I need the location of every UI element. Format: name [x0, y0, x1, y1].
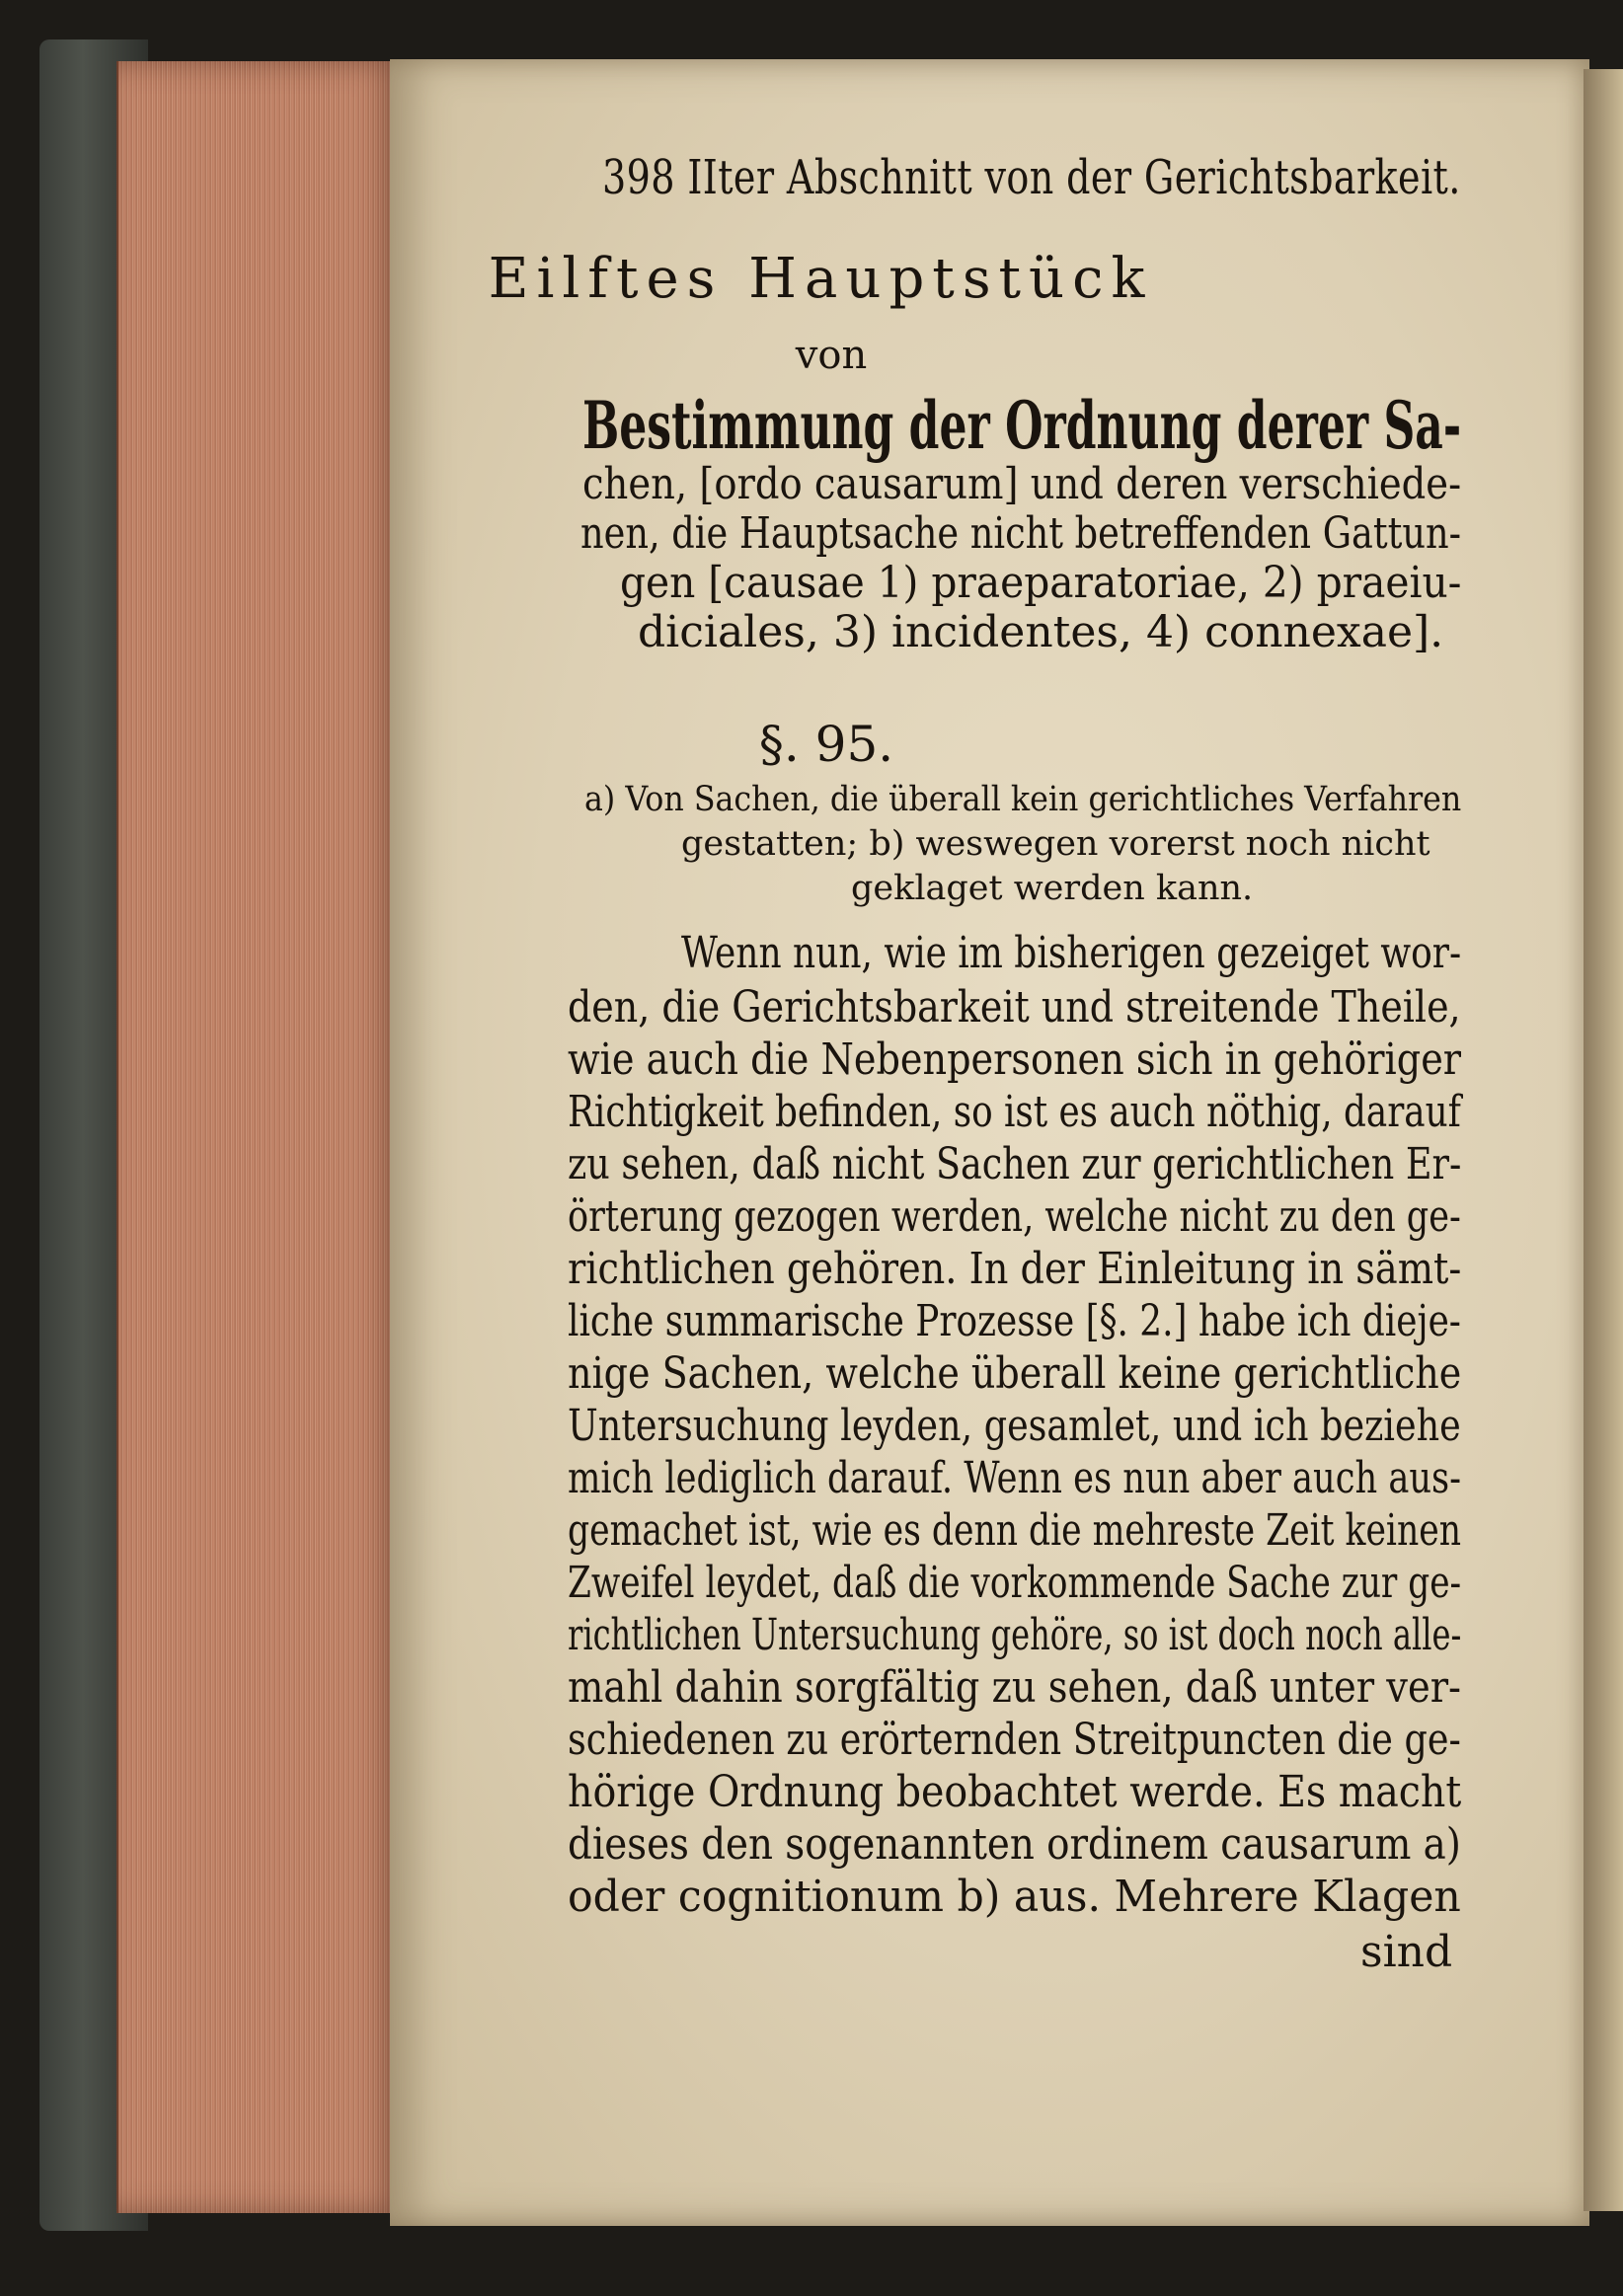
- body-text-line: mahl dahin sorgfältig zu sehen, daß unter ver-: [568, 1662, 1462, 1713]
- body-text-line: gemachet ist, wie es denn die mehreste Zeit keinen: [568, 1505, 1461, 1556]
- body-text-line: richtlichen Untersuchung gehöre, so ist doch noch alle-: [568, 1610, 1462, 1660]
- body-text-line: Wenn nun, wie im bisherigen gezeiget wor-: [681, 928, 1462, 978]
- body-text-line: Untersuchung leyden, gesamlet, und ich beziehe: [568, 1401, 1461, 1451]
- chapter-title-line: Bestimmung der Ordnung derer Sa-: [582, 387, 1462, 464]
- chapter-heading: Eilftes Hauptstück: [488, 247, 1153, 311]
- body-text-line: örterung gezogen werden, welche nicht zu den ge-: [568, 1191, 1461, 1242]
- section-summary-line: geklaget werden kann.: [851, 869, 1254, 908]
- body-text-line: dieses den sogenannten ordinem causarum a): [568, 1819, 1461, 1870]
- page-edges: [116, 61, 405, 2213]
- body-text-line: zu sehen, daß nicht Sachen zur gerichtlichen Er-: [568, 1139, 1462, 1189]
- body-text-line: hörige Ordnung beobachtet werde. Es macht: [568, 1767, 1462, 1817]
- body-text-line: richtlichen gehören. In der Einleitung in sämt-: [568, 1244, 1462, 1294]
- body-text-line: liche summarische Prozesse [§. 2.] habe ich dieje-: [568, 1296, 1461, 1346]
- body-text-line: wie auch die Nebenpersonen sich in gehöriger: [568, 1034, 1462, 1085]
- chapter-title-line: gen [causae 1) praeparatoriae, 2) praeiu-: [620, 558, 1462, 608]
- body-text-line: oder cognitionum b) aus. Mehrere Klagen: [568, 1872, 1461, 1922]
- running-header: 398 IIter Abschnitt von der Gerichtsbarkeit.: [602, 150, 1461, 205]
- body-text-line: schiedenen zu erörternden Streitpuncten die ge-: [568, 1715, 1461, 1765]
- body-text-line: nige Sachen, welche überall keine gerichtliche: [568, 1348, 1462, 1399]
- body-text-line: mich lediglich darauf. Wenn es nun aber auch aus-: [568, 1453, 1462, 1503]
- body-text-line: den, die Gerichtsbarkeit und streitende Theile,: [568, 982, 1461, 1033]
- body-text-line: Zweifel leydet, daß die vorkommende Sache zur ge-: [568, 1558, 1462, 1608]
- section-summary-line: gestatten; b) weswegen vorerst noch nicht: [681, 824, 1430, 864]
- section-number: §. 95.: [758, 716, 894, 773]
- body-text-line: Richtigkeit befinden, so ist es auch nöthig, darauf: [568, 1087, 1461, 1137]
- facing-page-edge: [1584, 69, 1623, 2211]
- chapter-von: von: [795, 333, 868, 378]
- chapter-title-line: nen, die Hauptsache nicht betreffenden Gattun-: [580, 508, 1461, 559]
- chapter-title-line: diciales, 3) incidentes, 4) connexae].: [638, 607, 1444, 657]
- section-summary-line: a) Von Sachen, die überall kein gerichtliches Verfahren: [584, 780, 1462, 819]
- chapter-title-line: chen, [ordo causarum] und deren verschiede-: [582, 459, 1462, 509]
- catchword: sind: [1360, 1927, 1453, 1977]
